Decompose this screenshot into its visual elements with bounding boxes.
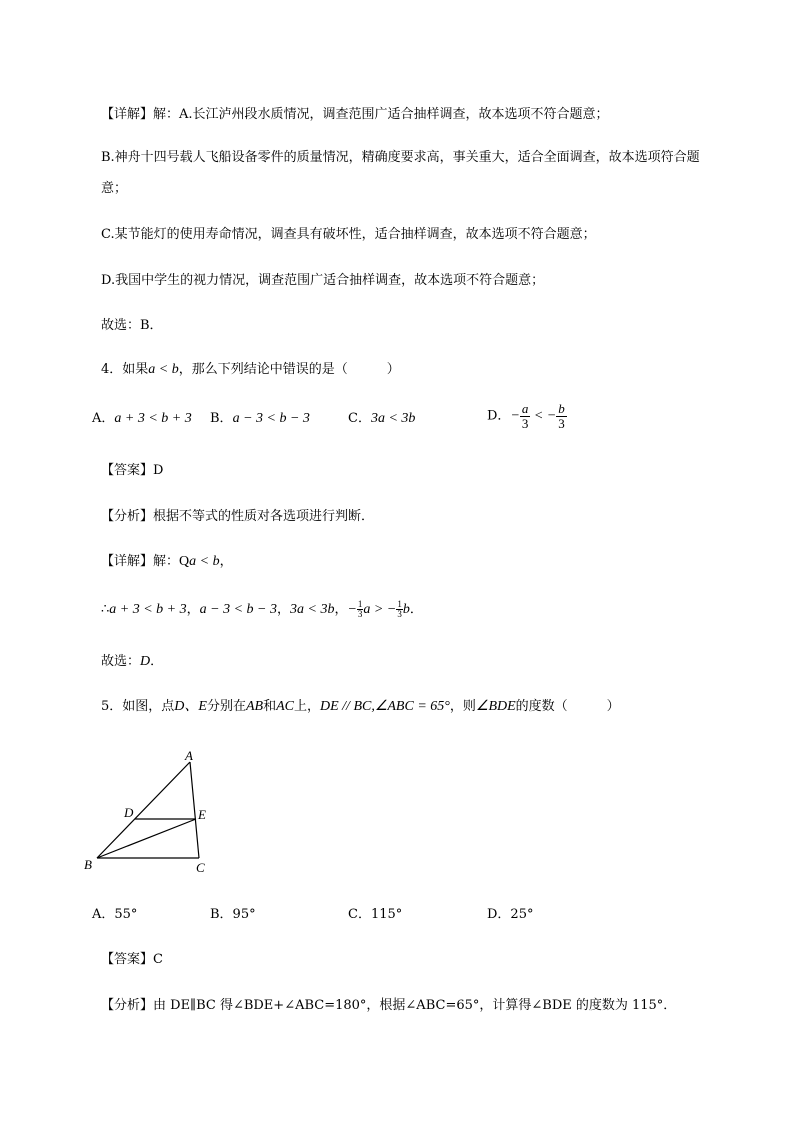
segment-ab bbox=[97, 762, 190, 858]
fraction-a-over-3: $\frac{a}{3}$ bbox=[521, 401, 529, 431]
q5-analysis bbox=[101, 997, 676, 1015]
q3-detail-b: B.神舟十四号载人飞船设备零件的质量情况，精确度要求高，事关重大，适合全面调查，故本选项符合题 bbox=[101, 150, 700, 165]
because-symbol: Q bbox=[179, 554, 190, 569]
analysis-text: 由 DE∥BC 得∠BDE+∠ABC=180°，根据∠ABC=65°，计算得∠BDE 的度数为 115°． bbox=[153, 998, 677, 1013]
q5-options bbox=[92, 906, 692, 926]
q5-answer bbox=[101, 951, 163, 969]
q4-stem-math: a < b bbox=[148, 362, 179, 377]
result-4-mid: a > − bbox=[363, 602, 397, 617]
sep-1: ， bbox=[186, 602, 200, 617]
label-e: E bbox=[198, 807, 206, 822]
q5-stem-mid2: 和 bbox=[263, 699, 277, 714]
result-1: a + 3 < b + 3 bbox=[109, 602, 187, 617]
detail-math: a < b bbox=[189, 554, 220, 569]
answer-value: D bbox=[153, 463, 164, 478]
choice-letter: D bbox=[140, 654, 151, 669]
detail-tag: 【详解】 bbox=[101, 554, 154, 569]
q5-stem-condition: DE // BC,∠ABC = 65° bbox=[320, 699, 450, 714]
q3-detail-d: D.我国中学生的视力情况，调查范围广适合抽样调查，故本选项不符合题意； bbox=[101, 273, 545, 288]
label-d: D bbox=[124, 805, 134, 820]
analysis-tag: 【分析】 bbox=[101, 998, 154, 1013]
q5-stem-mid1: 分别在 bbox=[206, 699, 246, 714]
q4-stem-pre: 4．如果 bbox=[101, 362, 149, 377]
sep-3: ， bbox=[334, 602, 348, 617]
detail-text: 解：A.长江泸州段水质情况，调查范围广适合抽样调查，故本选项不符合题意； bbox=[153, 107, 609, 122]
q4-detail bbox=[101, 553, 233, 571]
answer-tag: 【答案】 bbox=[101, 463, 154, 478]
fraction-one-third-a: $\frac{1}{3}$ bbox=[357, 599, 363, 619]
q3-detail-a bbox=[101, 106, 609, 124]
q4-stem-post: ，那么下列结论中错误的是（ ） bbox=[178, 362, 400, 377]
q5-option-c: C．115° bbox=[348, 907, 403, 922]
q4-answer bbox=[101, 462, 163, 480]
result-2: a − 3 < b − 3 bbox=[199, 602, 277, 617]
q4-option-c: C．3a < 3b bbox=[348, 411, 416, 426]
q5-stem-ac: AC bbox=[276, 699, 294, 714]
q5-option-d: D．25° bbox=[487, 907, 534, 922]
q5-stem-mid4: ，则 bbox=[449, 699, 476, 714]
q4-derivation bbox=[101, 600, 423, 619]
q4-choice bbox=[101, 653, 163, 671]
therefore-symbol: ∴ bbox=[101, 602, 110, 617]
label-c: C bbox=[196, 860, 205, 875]
q5-option-b: B．95° bbox=[210, 907, 256, 922]
sep-2: ， bbox=[276, 602, 290, 617]
q5-stem-points: D、E bbox=[174, 699, 207, 714]
segment-be bbox=[97, 819, 196, 858]
answer-value: C bbox=[153, 952, 163, 967]
answer-tag: 【答案】 bbox=[101, 952, 154, 967]
q3-detail-c: C.某节能灯的使用寿命情况，调查具有破坏性，适合抽样调查，故本选项不符合题意； bbox=[101, 227, 596, 242]
detail-pre: 解： bbox=[153, 554, 180, 569]
triangle-figure bbox=[80, 745, 230, 880]
detail-tag: 【详解】 bbox=[101, 107, 154, 122]
q5-stem bbox=[101, 698, 620, 716]
analysis-text: 根据不等式的性质对各选项进行判断． bbox=[153, 509, 375, 524]
q5-option-a: A．55° bbox=[92, 907, 138, 922]
result-3: 3a < 3b bbox=[290, 602, 335, 617]
q5-stem-post: 的度数（ ） bbox=[515, 699, 620, 714]
choice-end: ． bbox=[150, 654, 164, 669]
q4-analysis bbox=[101, 508, 374, 526]
q4-option-d: D．− $\frac{a}{3}$ < − $\frac{b}{3}$ bbox=[487, 401, 565, 431]
q4-stem bbox=[101, 361, 400, 379]
q3-detail-b-cont: 意； bbox=[101, 181, 128, 196]
q4-option-b: B．a − 3 < b − 3 bbox=[210, 411, 310, 426]
label-a: A bbox=[185, 748, 193, 763]
derivation-end: ． bbox=[409, 602, 423, 617]
q4-option-a: A．a + 3 < b + 3 bbox=[92, 411, 192, 426]
result-4-end: b bbox=[402, 602, 410, 617]
result-4-minus: − bbox=[347, 602, 357, 617]
q5-stem-mid3: 上， bbox=[293, 699, 320, 714]
choice-pre: 故选： bbox=[101, 654, 141, 669]
q5-stem-pre: 5．如图，点 bbox=[101, 699, 175, 714]
fraction-one-third-b: $\frac{1}{3}$ bbox=[397, 599, 402, 619]
q5-stem-target: ∠BDE bbox=[475, 699, 516, 714]
fraction-b-over-3: $\frac{b}{3}$ bbox=[558, 401, 565, 431]
analysis-tag: 【分析】 bbox=[101, 509, 154, 524]
label-b: B bbox=[84, 857, 92, 872]
q4-options bbox=[92, 401, 692, 440]
detail-comma: ， bbox=[219, 554, 233, 569]
q3-choice: 故选：B． bbox=[101, 318, 163, 333]
q5-stem-ab: AB bbox=[245, 699, 264, 714]
